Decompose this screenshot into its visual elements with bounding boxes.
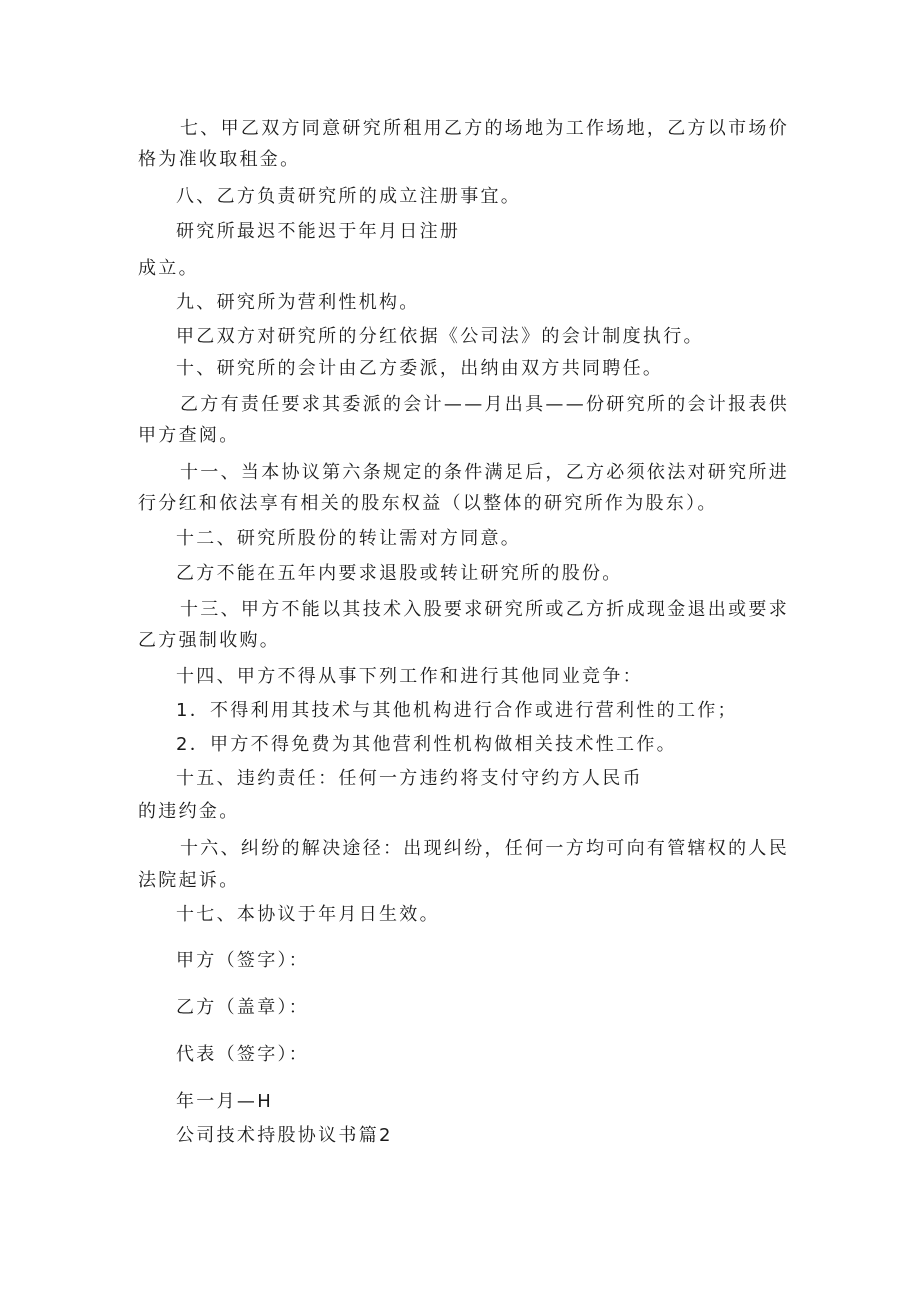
clause-8-line-1: 八、乙方负责研究所的成立注册事宜。 [176,186,522,207]
clause-9-line-1: 九、研究所为营利性机构。 [176,292,420,313]
clause-8-line-2: 研究所最迟不能迟于年月日注册 [176,221,461,242]
clause-11-line-1: 十一、当本协议第六条规定的条件满足后，乙方必须依法对研究所进 [180,462,789,483]
next-section-title: 公司技术持股协议书篇2 [176,1125,393,1146]
clause-15-line-1: 十五、违约责任：任何一方违约将支付守约方人民币 [176,768,643,789]
party-a-signature-label: 甲方（签字）： [176,950,310,971]
clause-9-line-2: 甲乙双方对研究所的分红依据《公司法》的会计制度执行。 [176,326,704,347]
date-line: 年一月—H [176,1091,274,1112]
clause-13-line-1: 十三、甲方不能以其技术入股要求研究所或乙方折成现金退出或要求 [180,599,789,620]
clause-12-line-1: 十二、研究所股份的转让需对方同意。 [176,528,522,549]
clause-7-line-2: 格为准收取租金。 [138,149,301,170]
clause-14-item-2: 2．甲方不得免费为其他营利性机构做相关技术性工作。 [176,734,677,755]
party-b-seal-label: 乙方（盖章）： [176,997,310,1018]
clause-16-line-1: 十六、纠纷的解决途径：出现纠纷，任何一方均可向有管辖权的人民 [180,838,789,859]
clause-7-line-1: 七、甲乙双方同意研究所租用乙方的场地为工作场地，乙方以市场价 [180,118,789,139]
clause-17-line: 十七、本协议于年月日生效。 [176,904,440,925]
clause-10-line-3: 甲方查阅。 [138,425,240,446]
clause-11-line-2: 行分红和依法享有相关的股东权益（以整体的研究所作为股东）。 [138,493,718,514]
clause-10-line-2: 乙方有责任要求其委派的会计——月出具——份研究所的会计报表供 [180,394,789,415]
clause-14-item-1: 1．不得利用其技术与其他机构进行合作或进行营利性的工作； [176,700,738,721]
clause-12-line-2: 乙方不能在五年内要求退股或转让研究所的股份。 [176,563,623,584]
clause-13-line-2: 乙方强制收购。 [138,630,281,651]
representative-signature-label: 代表（签字）： [176,1044,310,1065]
clause-16-line-2: 法院起诉。 [138,870,240,891]
clause-10-line-1: 十、研究所的会计由乙方委派，出纳由双方共同聘任。 [176,358,664,379]
clause-14-line-1: 十四、甲方不得从事下列工作和进行其他同业竞争： [176,666,643,687]
clause-15-line-2: 的违约金。 [138,801,240,822]
clause-8-line-3: 成立。 [138,258,199,279]
